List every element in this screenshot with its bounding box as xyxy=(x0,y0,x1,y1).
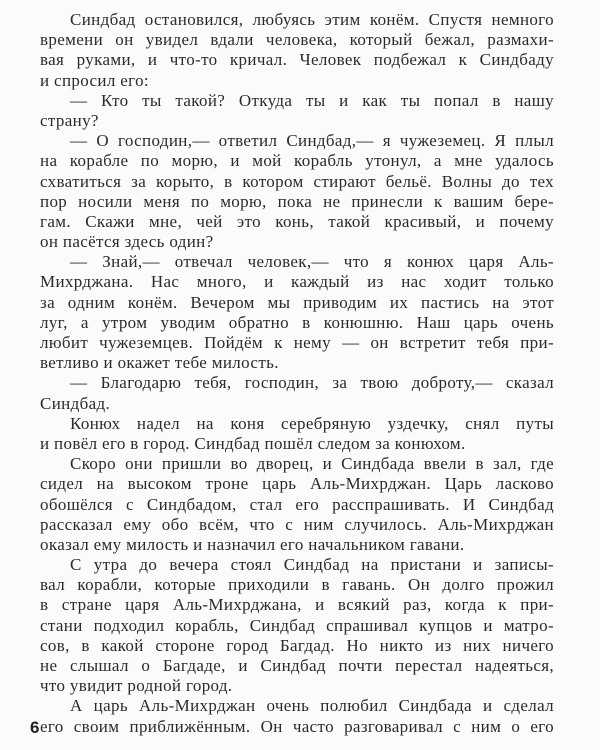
text-line: обошёлся с Синдбадом, стал его расспрашивать. И Синдбад xyxy=(40,494,554,514)
text-line: Скоро они пришли во дворец, и Синдбада ввели в зал, где xyxy=(70,454,554,474)
text-line: вал корабли, которые приходили в гавань. Он долго прожил xyxy=(40,575,554,595)
text-line: рассказал ему обо всём, что с ним случилось. Аль-Михрджан xyxy=(40,514,554,534)
text-line: луг, а утром уводим обратно в конюшню. Наш царь очень xyxy=(40,312,554,332)
text-line: — Знай,— отвечал человек,— что я конюх царя Аль- xyxy=(70,252,554,272)
text-line: оказал ему милость и назначил его начальником гавани. xyxy=(40,534,465,554)
text-line: — Благодарю тебя, господин, за твою доброту,— сказал xyxy=(70,373,554,393)
text-line: стани подходил корабль, Синдбад спрашивал купцов и матро- xyxy=(40,615,554,635)
text-line: в стране царя Аль-Михрджана, и всякий раз, когда к при- xyxy=(40,595,554,615)
page-number: 6 xyxy=(30,718,40,737)
text-line: — Кто ты такой? Откуда ты и как ты попал в нашу xyxy=(70,90,554,110)
text-line: — О господин,— ответил Синдбад,— я чужеземец. Я плыл xyxy=(70,131,554,151)
text-line: Синдбад остановился, любуясь этим конём. Спустя немного xyxy=(70,10,554,29)
text-line: гам. Скажи мне, чей это конь, такой красивый, и почему xyxy=(40,211,554,231)
text-line: сидел на высоком троне царь Аль-Михрджан. Царь ласково xyxy=(40,474,554,494)
text-line: Михрджана. Нас много, и каждый из нас ходит только xyxy=(40,272,554,292)
text-line: сов, в какой стороне город Багдад. Но никто из них ничего xyxy=(40,635,554,655)
text-line: на корабле по морю, и мой корабль утонул, а мне удалось xyxy=(40,151,554,171)
text-line: вая руками, и что-то кричал. Человек подбежал к Синдбаду xyxy=(40,50,554,70)
text-line: его своим приближённым. Он часто разговаривал с ним о его xyxy=(40,716,554,736)
text-line: пор носили меня по морю, пока не принесли к вашим бере- xyxy=(40,191,554,211)
text-line: и спросил его: xyxy=(40,70,150,90)
text-line: за одним конём. Вечером мы приводим их пастись на этот xyxy=(40,292,554,312)
text-line: Синдбад. xyxy=(40,393,111,413)
text-line: С утра до вечера стоял Синдбад на пристани и записы- xyxy=(70,555,554,575)
text-line: что увидит родной город. xyxy=(40,676,233,696)
text-line: не слышал о Багдаде, и Синдбад почти перестал надеяться, xyxy=(40,656,554,675)
text-line: А царь Аль-Михрджан очень полюбил Синдбада и сделал xyxy=(70,696,554,716)
text-line: ветливо и окажет тебе милость. xyxy=(40,353,279,373)
text-line: он пасётся здесь один? xyxy=(40,232,214,252)
body-text xyxy=(40,10,554,737)
text-line: Конюх надел на коня серебряную уздечку, снял путы xyxy=(70,413,554,433)
text-line: схватиться за корыто, в котором стирают бельё. Волны до тех xyxy=(40,171,554,191)
text-line: страну? xyxy=(40,110,99,130)
text-line: и повёл его в город. Синдбад пошёл следом за конюхом. xyxy=(40,433,466,453)
text-line: времени он увидел вдали человека, который бежал, размахи- xyxy=(40,30,554,50)
text-line: любит чужеземцев. Пойдём к нему — он встретит тебя при- xyxy=(40,333,554,352)
